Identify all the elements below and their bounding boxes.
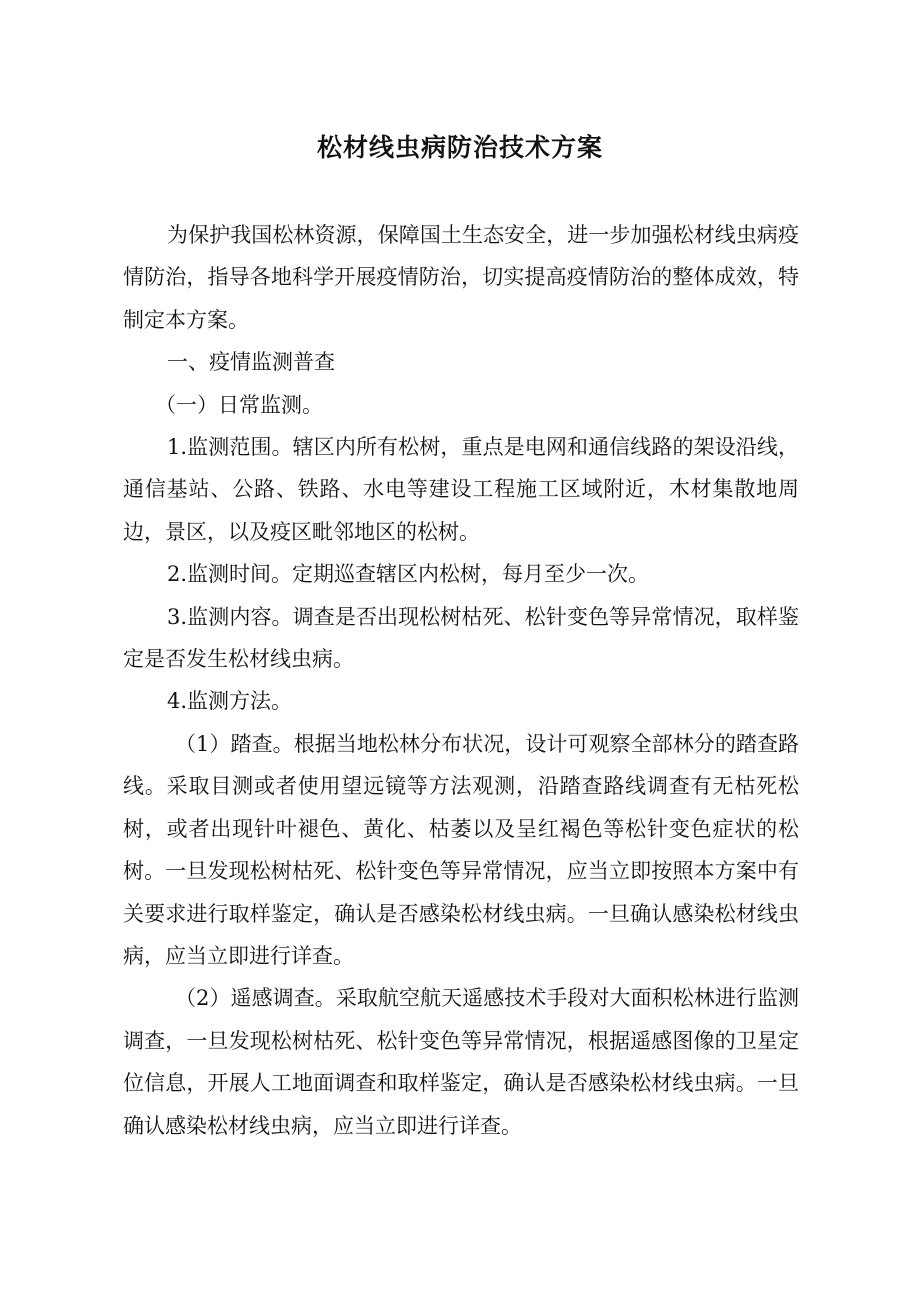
paragraph-field-survey: （1）踏查。根据当地松林分布状况，设计可观察全部林分的踏查路线。采取目测或者使用望远镜等方法观测，沿踏查路线调查有无枯死松树，或者出现针叶褪色、黄化、枯萎以及呈红褐色等松针变色症状的松树。一旦发现松树枯死、松针变色等异常情况，应当立即按照本方案中有关要求进行取样鉴定，确认是否感染松材线虫病。一旦确认感染松材线虫病，应当立即进行详查。 <box>123 731 799 968</box>
document-title: 松材线虫病防治技术方案 <box>316 133 603 162</box>
intro-paragraph: 为保护我国松林资源，保障国土生态安全，进一步加强松材线虫病疫情防治，指导各地科学开展疫情防治，切实提高疫情防治的整体成效，特制定本方案。 <box>123 223 799 332</box>
paragraph-monitoring-content: 3.监测内容。调查是否出现松树枯死、松针变色等异常情况，取样鉴定是否发生松材线虫病。 <box>123 604 799 672</box>
paragraph-monitoring-time: 2.监测时间。定期巡查辖区内松树，每月至少一次。 <box>167 562 650 587</box>
paragraph-remote-sensing: （2）遥感调查。采取航空航天遥感技术手段对大面积松林进行监测调查，一旦发现松树枯死、松针变色等异常情况，根据遥感图像的卫星定位信息，开展人工地面调查和取样鉴定，确认是否感染松材线虫病。一旦确认感染松材线虫病，应当立即进行详查。 <box>123 986 799 1138</box>
subsection-heading-1: （一）日常监测。 <box>155 392 323 417</box>
document-body <box>123 214 799 1147</box>
paragraph-monitoring-method: 4.监测方法。 <box>167 689 293 714</box>
paragraph-monitoring-scope: 1.监测范围。辖区内所有松树，重点是电网和通信线路的架设沿线，通信基站、公路、铁路、水电等建设工程施工区域附近，木材集散地周边，景区，以及疫区毗邻地区的松树。 <box>123 435 799 544</box>
section-heading-1: 一、疫情监测普查 <box>167 350 335 375</box>
